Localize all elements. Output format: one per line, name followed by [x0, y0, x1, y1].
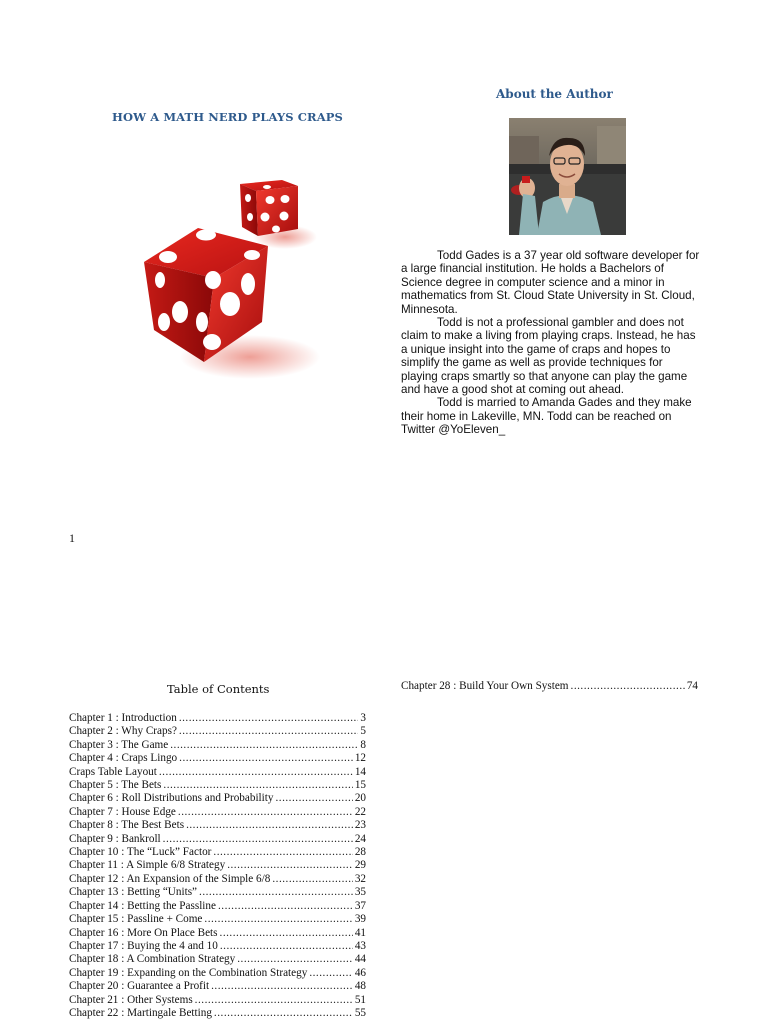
toc-entry[interactable] [69, 833, 366, 846]
toc-entry-page: 35 [354, 886, 366, 899]
toc-dot-leader [195, 994, 353, 1007]
toc-dot-leader [163, 833, 353, 846]
toc-entry-title: Chapter 4 : Craps Lingo [69, 752, 178, 765]
toc-entry[interactable] [69, 1007, 366, 1020]
toc-dot-leader [170, 739, 358, 752]
toc-entry-page: 15 [354, 779, 366, 792]
toc-entry-page: 5 [360, 725, 366, 738]
toc-dot-leader [211, 980, 353, 993]
toc-entry[interactable] [69, 859, 366, 872]
toc-entry-title: Chapter 16 : More On Place Bets [69, 926, 218, 939]
toc-entry-page: 12 [354, 752, 366, 765]
toc-dot-leader [179, 712, 359, 725]
toc-entry-page: 8 [360, 738, 366, 751]
toc-entry[interactable] [69, 886, 366, 899]
toc-entry[interactable] [69, 792, 366, 805]
toc-entry-title: Chapter 1 : Introduction [69, 712, 177, 724]
toc-entry[interactable] [69, 819, 366, 832]
toc-dot-leader [275, 792, 352, 805]
toc-entry-page: 41 [354, 926, 366, 939]
toc-entry-title: Chapter 12 : An Expansion of the Simple 6/8 [69, 872, 271, 885]
toc-entry-page: 29 [354, 859, 366, 872]
toc-entry-page: 24 [354, 832, 366, 845]
toc-entry[interactable] [69, 752, 366, 765]
toc-entry-title: Chapter 8 : The Best Bets [69, 819, 185, 832]
toc-entry-title: Chapter 13 : Betting “Units” [69, 886, 198, 899]
book-title: HOW A MATH NERD PLAYS CRAPS [112, 110, 343, 124]
toc-entry[interactable] [69, 725, 366, 738]
toc-entry[interactable] [69, 980, 366, 993]
toc-entry[interactable] [69, 846, 366, 859]
author-photo [509, 118, 626, 235]
toc-dot-leader [220, 927, 353, 940]
toc-entry-title: Chapter 28 : Build Your Own System [401, 680, 569, 692]
toc-entry-title: Chapter 9 : Bankroll [69, 832, 161, 845]
toc-entry-title: Chapter 17 : Buying the 4 and 10 [69, 939, 218, 952]
bio-paragraph: Todd is married to Amanda Gades and they make their home in Lakeville, MN. Todd can be reached on Twitter @YoEleven_ [401, 396, 692, 437]
toc-entry-title: Chapter 15 : Passline + Come [69, 913, 203, 926]
toc-entry-title: Chapter 10 : The “Luck” Factor [69, 846, 212, 859]
toc-entry-page: 46 [354, 966, 366, 979]
small-die-shape [240, 180, 298, 236]
toc-entry[interactable] [69, 913, 366, 926]
toc-entry-title: Chapter 11 : A Simple 6/8 Strategy [69, 859, 226, 872]
toc-entry[interactable] [69, 967, 366, 980]
toc-entry-page: 37 [354, 899, 366, 912]
toc-entry-title: Chapter 14 : Betting the Passline [69, 899, 216, 912]
toc-dot-leader [309, 967, 352, 980]
toc-entry-title: Chapter 5 : The Bets [69, 779, 162, 792]
toc-entry-page: 3 [360, 712, 366, 724]
toc-entry-page: 32 [354, 872, 366, 885]
toc-entry-title: Craps Table Layout [69, 765, 157, 778]
toc-dot-leader [272, 873, 352, 886]
toc-dot-leader [179, 752, 353, 765]
toc-entry-title: Chapter 21 : Other Systems [69, 993, 193, 1006]
toc-dot-leader [214, 1007, 353, 1020]
toc-entry-title: Chapter 6 : Roll Distributions and Probability [69, 792, 274, 805]
toc-dot-leader [159, 766, 353, 779]
toc-entry[interactable] [69, 994, 366, 1007]
toc-entry[interactable] [69, 739, 366, 752]
toc-heading: Table of Contents [167, 682, 270, 696]
toc-entry[interactable] [69, 806, 366, 819]
toc-entry[interactable] [69, 766, 366, 779]
toc-entry-title: Chapter 7 : House Edge [69, 805, 176, 818]
about-author-heading: About the Author [496, 87, 613, 101]
author-bio [401, 249, 701, 437]
red-dice-image [140, 172, 320, 392]
toc-list [69, 712, 366, 1020]
toc-entry-page: 48 [354, 980, 366, 993]
toc-dot-leader [163, 779, 352, 792]
toc-entry[interactable] [401, 680, 698, 693]
toc-dot-leader [218, 900, 353, 913]
bio-paragraph: Todd Gades is a 37 year old software developer for a large financial institution. He holds a Bachelors of Science degree in computer science and a minor in mathematics from St. Cloud State University in St. Cloud, Minnesota. [401, 249, 700, 316]
toc-entry-title: Chapter 18 : A Combination Strategy [69, 953, 236, 966]
toc-entry[interactable] [69, 900, 366, 913]
toc-entry[interactable] [69, 940, 366, 953]
toc-dot-leader [199, 886, 353, 899]
toc-entry-page: 55 [354, 1006, 366, 1019]
toc-dot-leader [571, 680, 685, 693]
toc-entry-page: 43 [354, 939, 366, 952]
toc-entry[interactable] [69, 779, 366, 792]
page-number: 1 [69, 531, 75, 545]
toc-entry-title: Chapter 19 : Expanding on the Combination Strategy [69, 966, 308, 979]
toc-entry[interactable] [69, 712, 366, 725]
toc-dot-leader [204, 913, 352, 926]
toc-dot-leader [213, 846, 352, 859]
toc-dot-leader [179, 725, 358, 738]
toc-entry-title: Chapter 3 : The Game [69, 738, 169, 751]
toc-dot-leader [186, 819, 353, 832]
toc-list-continued [401, 680, 698, 693]
toc-entry-title: Chapter 22 : Martingale Betting [69, 1006, 212, 1019]
toc-entry-page: 39 [354, 913, 366, 926]
toc-entry-page: 14 [354, 765, 366, 778]
toc-entry-title: Chapter 2 : Why Craps? [69, 725, 177, 738]
toc-entry-page: 51 [354, 993, 366, 1006]
toc-entry-page: 20 [354, 792, 366, 805]
toc-dot-leader [237, 953, 353, 966]
toc-entry-page: 22 [354, 805, 366, 818]
toc-dot-leader [227, 859, 353, 872]
toc-entry-page: 74 [686, 680, 698, 692]
toc-entry[interactable] [69, 873, 366, 886]
toc-dot-leader [220, 940, 353, 953]
toc-entry[interactable] [69, 953, 366, 966]
toc-entry-page: 23 [354, 819, 366, 832]
toc-entry-page: 28 [354, 846, 366, 859]
toc-dot-leader [178, 806, 353, 819]
toc-entry-page: 44 [354, 953, 366, 966]
bio-paragraph: Todd is not a professional gambler and does not claim to make a living from playing craps. Instead, he has a unique insight into the game of craps and hopes to simplify the game as well as provide techniques for playing craps smartly so that anyone can play the game and have a good shot at coming out ahead. [401, 316, 696, 397]
toc-entry-title: Chapter 20 : Guarantee a Profit [69, 980, 210, 993]
toc-entry[interactable] [69, 927, 366, 940]
